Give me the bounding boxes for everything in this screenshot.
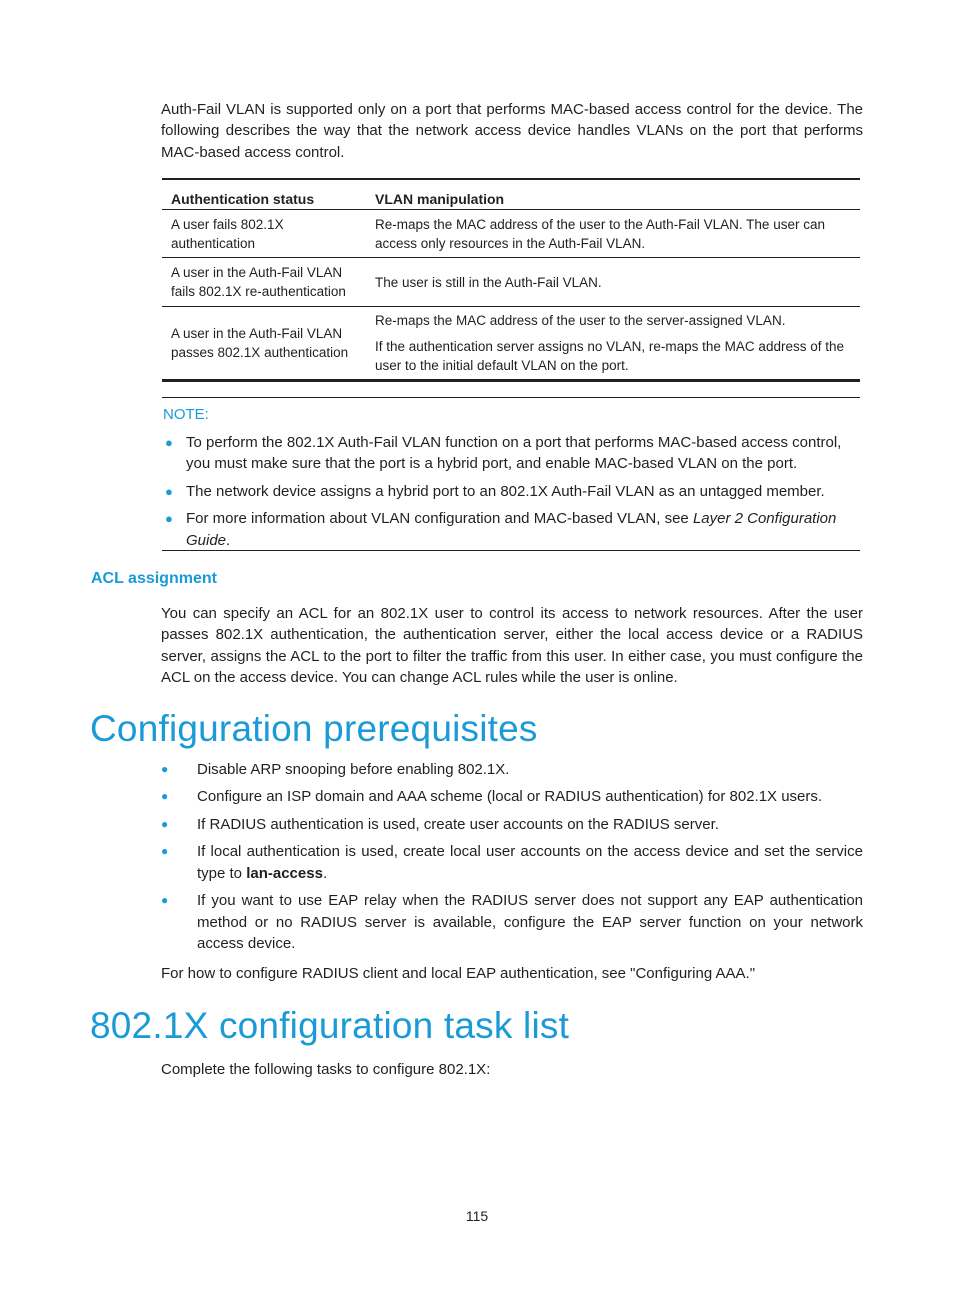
prereq-heading: Configuration prerequisites: [90, 708, 538, 749]
prereq-footer: For how to configure RADIUS client and local EAP authentication, see "Configuring AAA.": [161, 965, 756, 982]
vlan-table: [162, 178, 860, 382]
acl-heading: ACL assignment: [91, 570, 217, 587]
list-item: [161, 814, 863, 835]
table-cell-line: If the authentication server assigns no VLAN, re-maps the MAC address of the user to the initial default VLAN on the port.: [375, 339, 844, 373]
bullet-icon: ●: [165, 435, 173, 450]
table-cell-manipulation: The user is still in the Auth-Fail VLAN.: [366, 258, 860, 307]
tasklist-heading: 802.1X configuration task list: [90, 1005, 570, 1046]
table-row: [162, 258, 860, 307]
note-list: [162, 432, 860, 557]
table-cell-status: A user in the Auth-Fail VLAN passes 802.1X authentication: [162, 307, 366, 381]
bullet-icon: ●: [161, 789, 169, 804]
note-item-text: The network device assigns a hybrid port to an 802.1X Auth-Fail VLAN as an untagged member.: [186, 482, 825, 500]
table-row: [162, 210, 860, 258]
table-header-row: [162, 179, 860, 210]
list-item-text: If local authentication is used, create local user accounts on the access device and set the service type to: [197, 843, 863, 882]
intro-paragraph: Auth-Fail VLAN is supported only on a port that performs MAC-based access control for the device. The following describes the way that the network access device handles VLANs on the port that performs MAC-based access control.: [161, 101, 863, 161]
bullet-icon: ●: [161, 816, 169, 831]
note-item-text-end: .: [226, 531, 231, 549]
note-label: NOTE:: [163, 406, 209, 423]
list-item-text: If RADIUS authentication is used, create user accounts on the RADIUS server.: [197, 815, 719, 833]
page-number: 115: [465, 1208, 489, 1224]
list-item-text-end: .: [322, 864, 328, 882]
table-header-status: Authentication status: [162, 179, 366, 210]
table-cell-manipulation: [366, 307, 860, 381]
note-item: [162, 481, 860, 502]
note-item-text: For more information about VLAN configuration and MAC-based VLAN, see: [186, 510, 693, 528]
bullet-icon: ●: [161, 844, 169, 859]
table-header-manipulation: VLAN manipulation: [366, 179, 860, 210]
bullet-icon: ●: [165, 483, 173, 499]
list-item-text: If you want to use EAP relay when the RADIUS server does not support any EAP authentication method or no RADIUS server is available, configure the EAP server function on your network access device.: [197, 892, 863, 952]
table-cell-status: A user in the Auth-Fail VLAN fails 802.1X re-authentication: [162, 258, 366, 307]
bullet-icon: ●: [161, 762, 169, 776]
bullet-icon: ●: [165, 511, 173, 527]
note-item-text: To perform the 802.1X Auth-Fail VLAN function on a port that performs MAC-based access control, you must make sure that the port is a hybrid port, and enable MAC-based VLAN on the port.: [186, 434, 842, 473]
bullet-icon: ●: [161, 893, 169, 908]
note-item: [162, 508, 860, 551]
doc-reference-link[interactable]: Layer 2 Configuration Guide: [186, 510, 837, 549]
list-item-text: Configure an ISP domain and AAA scheme (local or RADIUS authentication) for 802.1X users.: [197, 788, 823, 806]
list-item: [161, 890, 863, 954]
table-cell-manipulation: Re-maps the MAC address of the user to the Auth-Fail VLAN. The user can access only resources in the Auth-Fail VLAN.: [366, 210, 860, 258]
list-item-text: Disable ARP snooping before enabling 802.1X.: [197, 761, 510, 778]
list-item: [161, 759, 863, 780]
acl-paragraph: You can specify an ACL for an 802.1X user to control its access to network resources. After the user passes 802.1X authentication, the authentication server, either the local access device or a RADIUS server, assigns the ACL to the port to filter the traffic from this user. In either case, you must configure the ACL on the access device. You can change ACL rules while the user is online.: [161, 605, 863, 686]
note-item: [162, 432, 860, 475]
note-box: [162, 397, 860, 551]
tasklist-paragraph: Complete the following tasks to configure 802.1X:: [161, 1061, 491, 1078]
keyword: lan-access: [246, 864, 323, 882]
list-item: [161, 786, 863, 807]
table-cell-line: Re-maps the MAC address of the user to the server-assigned VLAN.: [375, 313, 786, 328]
list-item: [161, 841, 863, 884]
table-row: [162, 307, 860, 381]
prereq-list: [161, 759, 863, 960]
table-cell-status: A user fails 802.1X authentication: [162, 210, 366, 258]
